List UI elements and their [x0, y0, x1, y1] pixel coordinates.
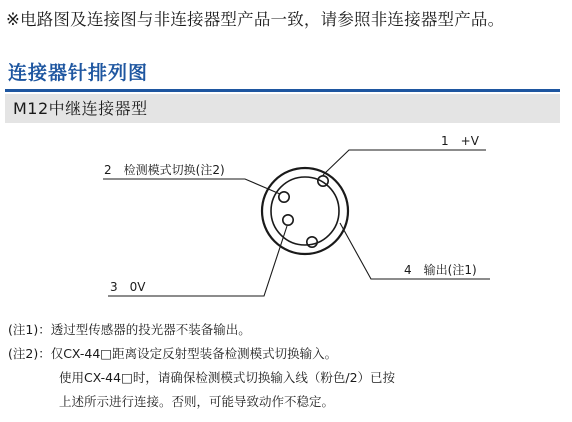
connector-inner-ring: [271, 177, 339, 245]
pin-1-label: 1 +V: [441, 134, 479, 148]
section-title: 连接器针排列图: [8, 62, 149, 84]
pin-3-label: 3 0V: [110, 280, 146, 294]
pin-1-leader: [323, 150, 486, 175]
connector-outer-ring: [262, 168, 348, 254]
subtitle-bar: [5, 94, 560, 123]
pin-4-label: 4 输出(注1): [404, 263, 477, 277]
pin-2-leader: [103, 179, 280, 194]
note-2-continued: 使用CX-44□时，请确保检测模式切换输入线（粉色/2）已按: [59, 370, 396, 385]
pin-2-label: 2 检测模式切换(注2): [104, 163, 225, 177]
pin-2: [279, 192, 289, 202]
pin-3: [283, 215, 293, 225]
title-divider: [5, 89, 560, 92]
top-note: ※电路图及连接图与非连接器型产品一致，请参照非连接器型产品。: [6, 10, 505, 29]
pin-4: [307, 237, 317, 247]
subtitle: M12中继连接器型: [13, 99, 148, 118]
note-1: (注1)：透过型传感器的投光器不装备输出。: [8, 322, 251, 337]
connector-pin-diagram: [0, 125, 572, 310]
note-2: (注2)：仅CX-44□距离设定反射型装备检测模式切换输入。: [8, 346, 338, 361]
note-2-continued-2: 上述所示进行连接。否则，可能导致动作不稳定。: [59, 394, 335, 409]
